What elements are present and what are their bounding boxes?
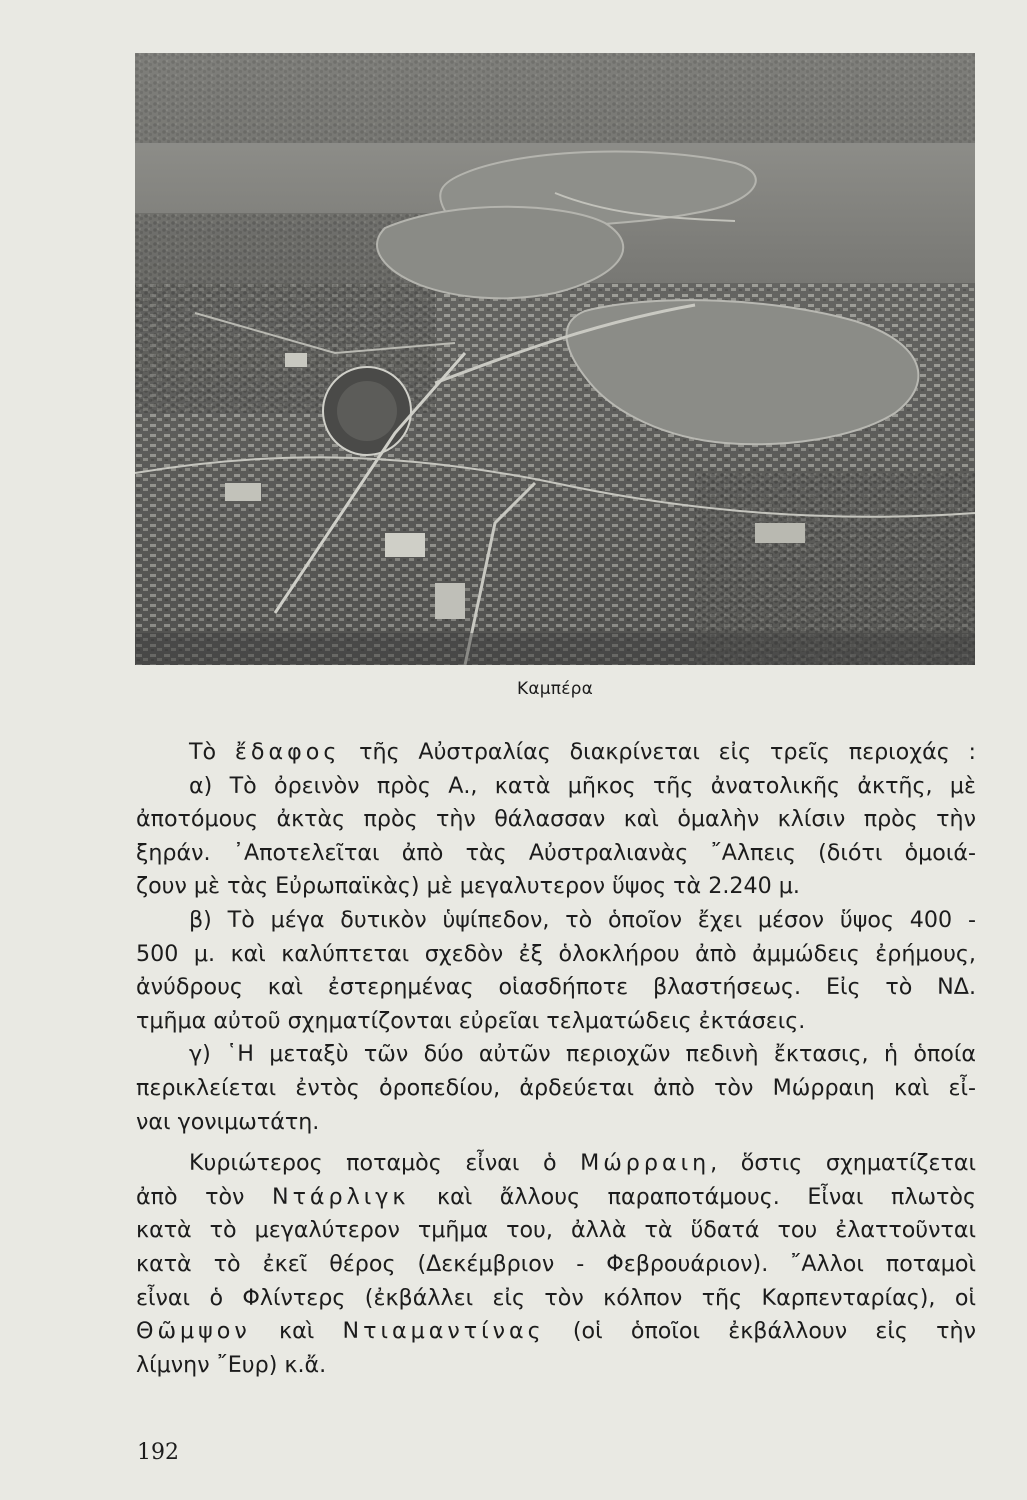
text-line: ζουν μὲ τὰς Εὐρωπαϊκὰς) μὲ μεγαλυτερον ὕψος τὰ 2.240 μ. bbox=[136, 873, 800, 900]
text-line: εἶναι ὁ Φλίντερς (ἐκβάλλει εἰς τὸν κόλπον τῆς Καρπενταρίας), οἱ bbox=[136, 1284, 976, 1311]
text-run: ἀπὸ τὸν bbox=[136, 1183, 272, 1210]
text-line: β) Τὸ μέγα δυτικὸν ὑψίπεδον, τὸ ὁποῖον ἔχει μέσον ὕψος 400 - bbox=[189, 906, 976, 933]
text-run: Κυριώτερος ποταμὸς εἶναι ὁ bbox=[189, 1150, 581, 1177]
body-text bbox=[136, 736, 976, 1382]
spaced-term: ἔδαφος bbox=[234, 739, 341, 765]
text-line bbox=[136, 736, 976, 770]
text-line: περικλείεται ἐντὸς ὀροπεδίου, ἀρδεύεται ἀπὸ τὸν Μώρραιη καὶ εἶ- bbox=[136, 1074, 976, 1101]
text-run: , ὅστις σχηματίζεται bbox=[710, 1150, 976, 1177]
aerial-photo-drawing bbox=[135, 53, 975, 665]
text-line: γ) ῾Η μεταξὺ τῶν δύο αὐτῶν περιοχῶν πεδινὴ ἔκτασις, ἡ ὁποία bbox=[189, 1041, 976, 1068]
text-run: Τὸ bbox=[189, 739, 235, 765]
text-run: καὶ ἄλλους παραποτάμους. Εἶναι πλωτὸς bbox=[409, 1183, 976, 1210]
text-line: 500 μ. καὶ καλύπτεται σχεδὸν ἐξ ὁλοκλήρου ἀπὸ ἀμμώδεις ἐρήμους, bbox=[136, 940, 976, 967]
text-line: τμῆμα αὐτοῦ σχηματίζονται εὐρεῖαι τελματώδεις ἐκτάσεις. bbox=[136, 1007, 806, 1034]
canberra-aerial-photo bbox=[135, 53, 975, 665]
text-line: ναι γονιμωτάτη. bbox=[136, 1108, 320, 1135]
text-line: κατὰ τὸ μεγαλύτερον τμῆμα του, ἀλλὰ τὰ ὕδατά του ἐλαττοῦνται bbox=[136, 1217, 976, 1244]
text-run: τῆς Αὐστραλίας διακρίνεται εἰς τρεῖς περιοχάς : bbox=[340, 739, 976, 765]
spaced-term: Θῶμψον bbox=[136, 1318, 251, 1345]
text-line: ξηράν. ᾿Αποτελεῖται ἀπὸ τὰς Αὐστραλιανὰς ῎Αλπεις (διότι ὁμοιά- bbox=[136, 839, 976, 866]
text-line: ἀποτόμους ἀκτὰς πρὸς τὴν θάλασσαν καὶ ὁμαλὴν κλίσιν πρὸς τὴν bbox=[136, 806, 976, 833]
text-line: α) Τὸ ὀρεινὸν πρὸς Α., κατὰ μῆκος τῆς ἀνατολικῆς ἀκτῆς, μὲ bbox=[189, 772, 976, 799]
page-number: 192 bbox=[137, 1440, 179, 1465]
spaced-term: Ντάρλιγκ bbox=[271, 1183, 410, 1210]
text-line: λίμνην ῎Ευρ) κ.ἄ. bbox=[136, 1351, 327, 1378]
text-run: (οἱ ὁποῖοι ἐκβάλλουν εἰς τὴν bbox=[544, 1318, 976, 1345]
spaced-term: Μώρραιη bbox=[580, 1150, 711, 1177]
text-line bbox=[136, 1315, 976, 1349]
text-run: καὶ bbox=[250, 1318, 343, 1345]
photo-caption: Καμπέρα bbox=[517, 679, 593, 699]
text-line bbox=[136, 1181, 976, 1215]
text-line bbox=[136, 1147, 976, 1181]
spaced-term: Ντιαμαντίνας bbox=[342, 1318, 545, 1345]
text-line: κατὰ τὸ ἐκεῖ θέρος (Δεκέμβριον - Φεβρουάριον). ῎Αλλοι ποταμοὶ bbox=[136, 1250, 976, 1277]
text-line: ἀνύδρους καὶ ἐστερημένας οἱασδήποτε βλαστήσεως. Εἰς τὸ ΝΔ. bbox=[136, 974, 976, 1001]
